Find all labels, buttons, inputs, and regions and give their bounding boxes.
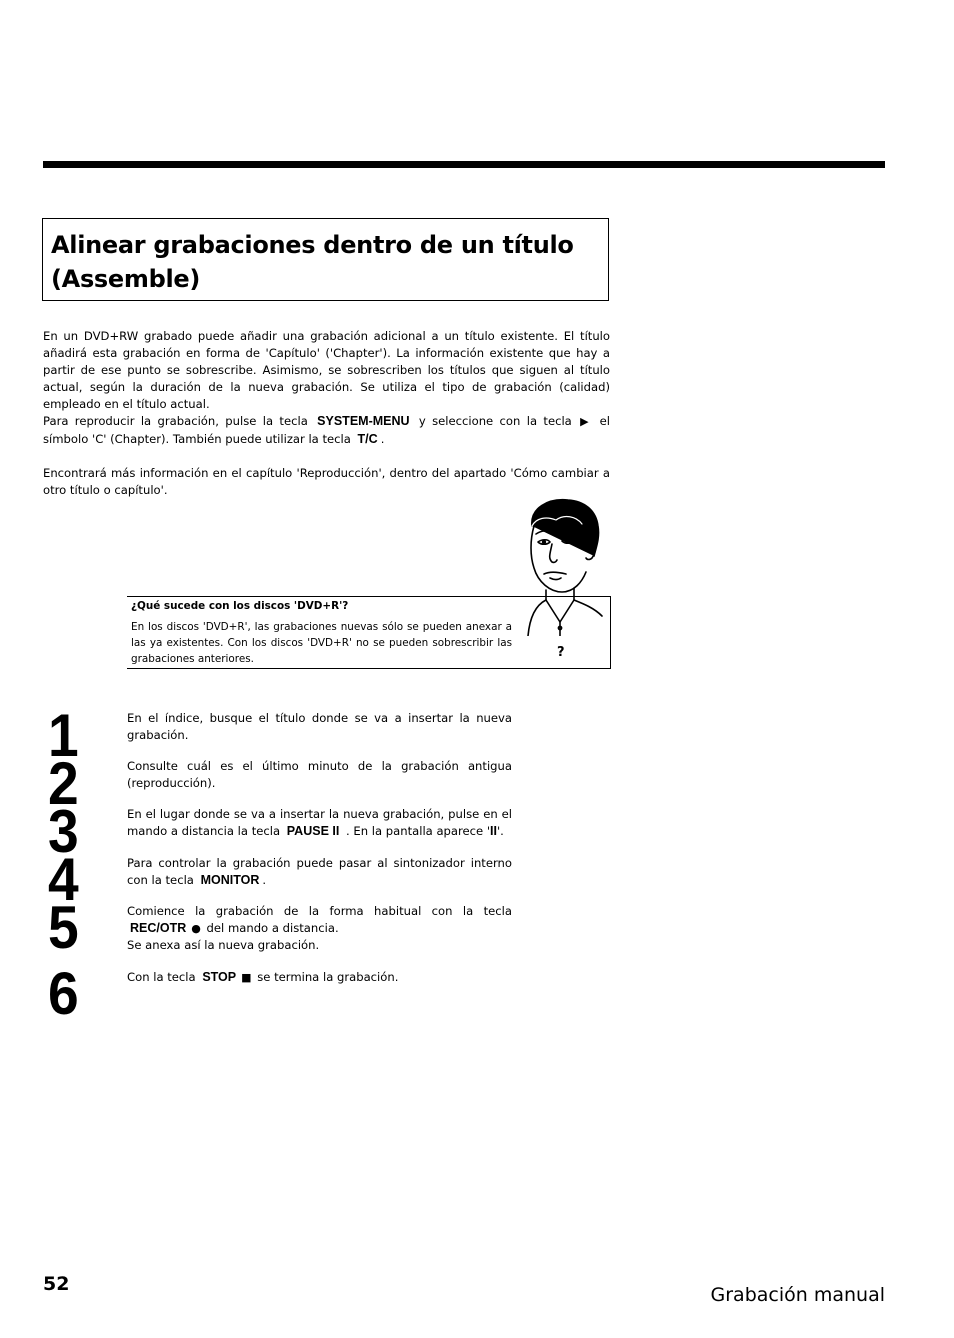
page-title: Alinear grabaciones dentro de un título (Assemble) [51,231,574,293]
step-number-5: 5 [48,894,79,961]
step-number-6: 6 [48,960,79,1027]
faq-answer: En los discos 'DVD+R', las grabaciones nuevas sólo se pueden anexar a las ya existentes. Con los discos 'DVD+R' no se pueden sobrescribir las grabaciones anteriores. [131,621,512,665]
step-number-1: 1 [48,702,79,769]
tc-key: T/C [357,431,378,446]
page-number: 52 [43,1273,70,1295]
step-text-5: Comience la grabación de la forma habitual con la tecla REC/OTR ● del mando a distancia. Se anexa así la nueva grabación. [127,904,512,953]
title-box [42,218,609,301]
pause-key: PAUSE II [286,824,340,839]
monitor-key: MONITOR [200,873,260,888]
step-number-3: 3 [48,798,79,865]
pause-symbol-icon: II [490,824,497,839]
stop-key: STOP [202,970,237,984]
section-title: Grabación manual [710,1284,885,1306]
faq-question: ¿Qué sucede con los discos 'DVD+R'? [131,600,349,612]
intro-text [43,328,610,499]
record-dot-icon: ● [191,922,201,936]
system-menu-key: SYSTEM-MENU [317,414,410,429]
step-text-1: En el índice, busque el título donde se va a insertar la nueva grabación. [127,711,512,743]
intro-paragraph-1: En un DVD+RW grabado puede añadir una grabación adicional a un título existente. El título añadirá esta grabación en forma de 'Capítulo' ('Chapter'). La información existente que hay a partir de ese punto se sobrescribe. Asimismo, se sobrescriben los títulos que siguen al título actual, según la duración de la nueva grabación. Se utiliza el tipo de grabación (calidad) empleado en el título actual. [43,329,610,412]
step-number-2: 2 [48,750,79,817]
step-text-2: Consulte cuál es el último minuto de la grabación antigua (reproducción). [127,759,512,791]
faq-box [127,596,611,669]
rec-otr-key: REC/OTR [130,921,187,936]
stop-square-icon: ■ [241,971,252,984]
step-number-4: 4 [48,846,79,913]
step-text-4: Para controlar la grabación puede pasar al sintonizador interno con la tecla MONITOR . [127,856,512,888]
play-right-icon: ▶ [580,415,592,429]
step-text-6: Con la tecla STOP ■ se termina la grabación. [127,970,399,984]
step-text-3: En el lugar donde se va a insertar la nueva grabación, pulse en el mando a distancia la tecla PAUSE II . En la pantalla aparece 'II'. [127,807,512,839]
question-mark-icon: ? [557,645,565,660]
top-rule [43,161,885,168]
intro-paragraph-2: Para reproducir la grabación, pulse la tecla SYSTEM-MENU y seleccione con la tecla ▶ el símbolo 'C' (Chapter). También puede utilizar la tecla T/C . [43,414,610,446]
intro-paragraph-3: Encontrará más información en el capítulo 'Reproducción', dentro del apartado 'Cómo cambiar a otro título o capítulo'. [43,465,610,497]
